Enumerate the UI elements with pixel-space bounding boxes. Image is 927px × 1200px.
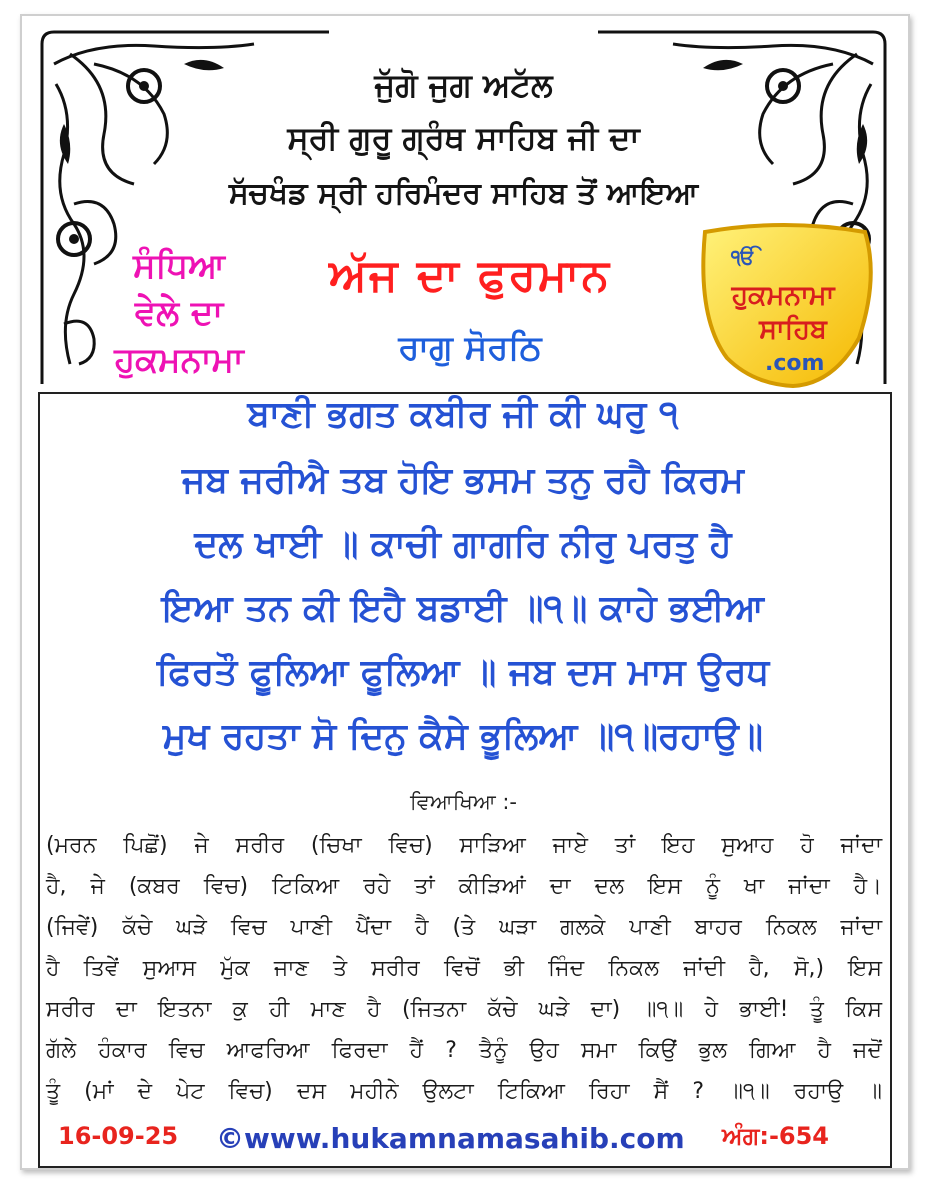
sandhya-line-3: ਹੁਕਮਨਾਮਾ <box>114 340 244 380</box>
khanda-symbol: ੴ <box>731 245 756 269</box>
verse-line: ਮੁਖ ਰਹਤਾ ਸੋ ਦਿਨੁ ਕੈਸੇ ਭੂਲਿਆ ॥੧॥ਰਹਾਉ॥ <box>162 716 764 757</box>
header-line-1: ਜੁੱਗੋ ਜੁਗ ਅਟੱਲ <box>374 66 553 104</box>
verse-line: ਇਆ ਤਨ ਕੀ ਇਹੈ ਬਡਾਈ ॥੧॥ ਕਾਹੇ ਭਈਆ <box>162 588 764 629</box>
header-line-3: ਸੱਚਖੰਡ ਸ੍ਰੀ ਹਰਿਮੰਦਰ ਸਾਹਿਬ ਤੋਂ ਆਇਆ <box>228 176 699 211</box>
hukamnama-sahib-logo <box>683 218 883 388</box>
logo-suffix: .com <box>765 351 825 376</box>
sandhya-line-1: ਸੰਧਿਆ <box>132 246 225 286</box>
verse-line: ਜਬ ਜਰੀਐ ਤਬ ਹੋਇ ਭਸਮ ਤਨੁ ਰਹੈ ਕਿਰਮ <box>182 460 744 501</box>
explanation-line: ਹੈ, ਜੇ (ਕਬਰ ਵਿਚ) ਟਿਕਿਆ ਰਹੇ ਤਾਂ ਕੀੜਿਆਂ ਦਾ ਦਲ ਇਸ ਨੂੰ ਖਾ ਜਾਂਦਾ ਹੈ। <box>46 874 882 899</box>
explanation-line: (ਮਰਨ ਪਿਛੋਂ) ਜੇ ਸਰੀਰ (ਚਿਖਾ ਵਿਚ) ਸਾੜਿਆ ਜਾਏ ਤਾਂ ਇਹ ਸੁਆਹ ਹੋ ਜਾਂਦਾ <box>46 833 882 858</box>
explanation-line: ਤੂੰ (ਮਾਂ ਦੇ ਪੇਟ ਵਿਚ) ਦਸ ਮਹੀਨੇ ਉਲਟਾ ਟਿਕਿਆ ਰਿਹਾ ਸੈਂ ? ॥੧॥ ਰਹਾਉ ॥ <box>46 1079 882 1104</box>
explanation-line: ਗੱਲੇ ਹੰਕਾਰ ਵਿਚ ਆਫਰਿਆ ਫਿਰਦਾ ਹੈਂ ? ਤੈਨੂੰ ਉਹ ਸਮਾ ਕਿਉਂ ਭੁਲ ਗਿਆ ਹੈ ਜਦੋਂ <box>46 1038 882 1063</box>
page-title: ਅੱਜ ਦਾ ਫੁਰਮਾਨ <box>329 250 611 301</box>
footer-date: 16-09-25 <box>58 1122 179 1150</box>
header-line-2: ਸ੍ਰੀ ਗੁਰੂ ਗ੍ਰੰਥ ਸਾਹਿਬ ਜੀ ਦਾ <box>287 119 640 157</box>
verse-line: ਬਾਣੀ ਭਗਤ ਕਬੀਰ ਜੀ ਕੀ ਘਰੁ ੧ <box>247 394 679 435</box>
footer-website-link[interactable]: ©www.hukamnamasahib.com <box>216 1122 685 1155</box>
sandhya-line-2: ਵੇਲੇ ਦਾ <box>134 293 224 333</box>
explanation-line: ਹੈ ਤਿਵੇਂ ਸੁਆਸ ਮੁੱਕ ਜਾਣ ਤੇ ਸਰੀਰ ਵਿਚੋਂ ਭੀ ਜਿੰਦ ਨਿਕਲ ਜਾਂਦੀ ਹੈ, ਸੋ,) ਇਸ <box>46 956 882 981</box>
explanation-line: ਸਰੀਰ ਦਾ ਇਤਨਾ ਕੁ ਹੀ ਮਾਣ ਹੈ (ਜਿਤਨਾ ਕੱਚੇ ਘੜੇ ਦਾ) ॥੧॥ ਹੇ ਭਾਈ! ਤੂੰ ਕਿਸ <box>46 997 882 1022</box>
logo-line-2: ਸਾਹਿਬ <box>759 314 827 345</box>
footer-ang: ਅੰਗ:-654 <box>722 1122 830 1150</box>
verse-line: ਦਲ ਖਾਈ ॥ ਕਾਚੀ ਗਾਗਰਿ ਨੀਰੁ ਪਰਤੁ ਹੈ <box>194 524 732 565</box>
verse-line: ਫਿਰਤੌ ਫੂਲਿਆ ਫੂਲਿਆ ॥ ਜਬ ਦਸ ਮਾਸ ਉਰਧ <box>156 652 770 693</box>
explanation-line: (ਜਿਵੇਂ) ਕੱਚੇ ਘੜੇ ਵਿਚ ਪਾਣੀ ਪੈਂਦਾ ਹੈ (ਤੇ ਘੜਾ ਗਲਕੇ ਪਾਣੀ ਬਾਹਰ ਨਿਕਲ ਜਾਂਦਾ <box>46 915 882 940</box>
explanation-heading: ਵਿਆਖਿਆ :- <box>409 790 517 814</box>
raag-heading: ਰਾਗੁ ਸੋਰਠਿ <box>398 328 542 368</box>
logo-line-1: ਹੁਕਮਨਾਮਾ <box>731 280 835 311</box>
